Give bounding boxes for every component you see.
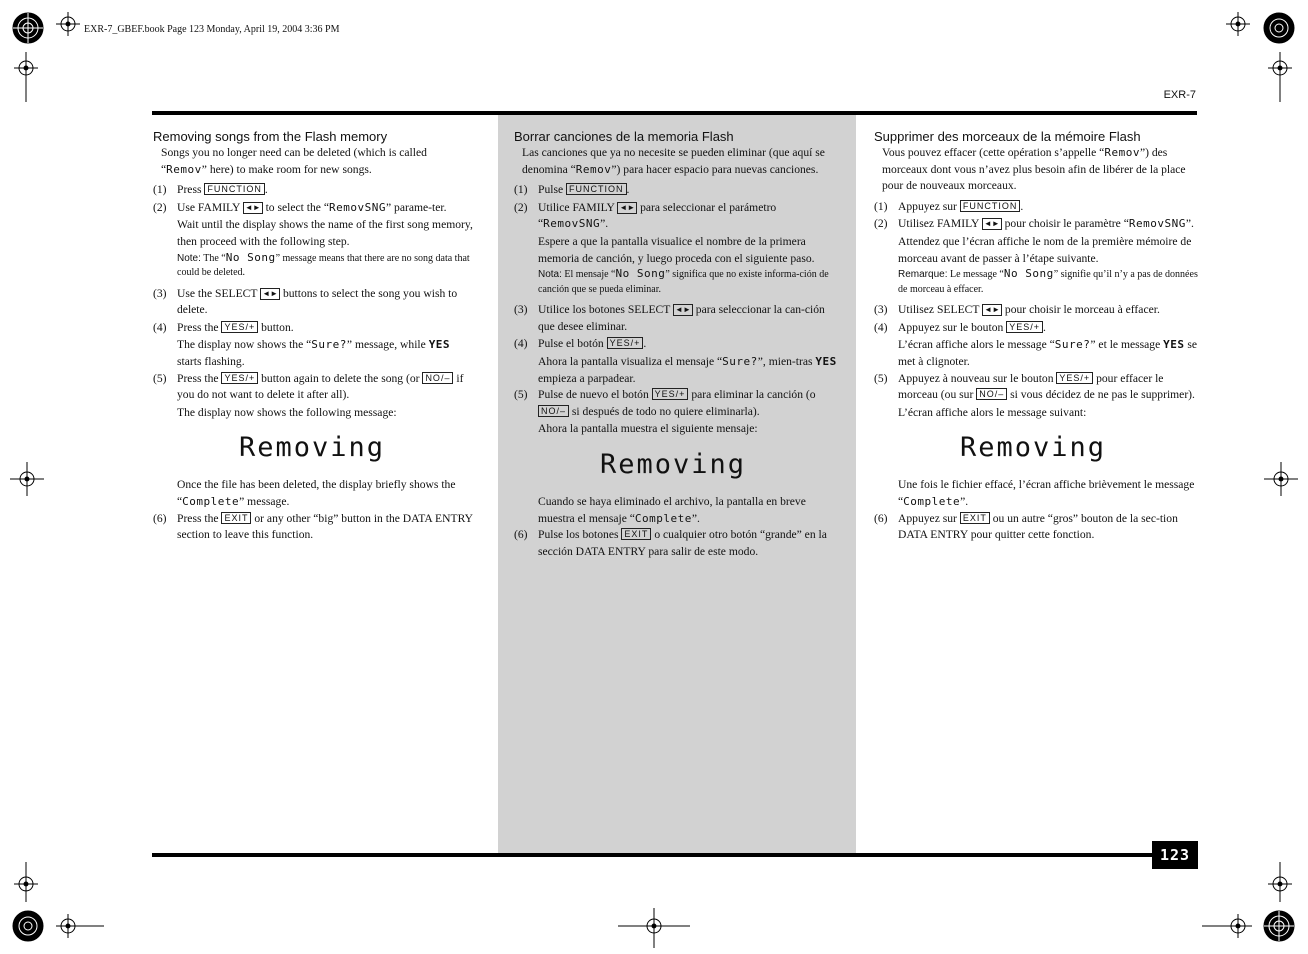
exit-button[interactable]: EXIT — [221, 512, 251, 524]
function-button[interactable]: FUNCTION — [204, 183, 265, 195]
exit-button[interactable]: EXIT — [960, 512, 990, 524]
page-number: 123 — [1152, 841, 1198, 869]
intro-paragraph: Songs you no longer need can be deleted (which is called “Remov” here) to make room for new songs. — [161, 146, 427, 176]
french-column — [874, 129, 1199, 545]
step-2-detail: Attendez que l’écran affiche le nom de la première mémoire de morceau avant de passer à l’étape suivante. — [898, 234, 1192, 265]
step-4: (4) Appuyez sur le bouton YES/+ . — [874, 320, 1046, 334]
function-button[interactable]: FUNCTION — [566, 183, 627, 195]
english-column — [153, 129, 475, 545]
step-2: (2) Utilisez FAMILY ◄► pour choisir le paramètre “RemovSNG”. — [874, 217, 1194, 231]
step-1: (1) Pulse FUNCTION . — [514, 183, 630, 197]
step-6: (6) Appuyez sur EXIT ou un autre “gros” bouton de la sec-tion DATA ENTRY pour quitter cette fonction. — [874, 511, 1178, 542]
step-5: (5) Pulse de nuevo el botón YES/+ para eliminar la canción (o NO/– si después de todo no quiere eliminarla). — [514, 388, 816, 418]
step-5-detail: The display now shows the following message: — [177, 405, 397, 419]
crosshair-mark-right-upper — [1266, 52, 1296, 102]
crosshair-mark-left-upper — [12, 52, 42, 102]
step-2: (2) Use FAMILY ◄► to select the “RemovSNG” parame-ter. — [153, 200, 447, 214]
yes-button[interactable]: YES/+ — [1006, 321, 1043, 333]
no-button[interactable]: NO/– — [538, 405, 569, 417]
family-arrows-icon[interactable]: ◄► — [983, 219, 1000, 229]
step-4-detail: Ahora la pantalla visualiza el mensaje “Sure?”, mien-tras YES empieza a parpadear. — [538, 354, 837, 385]
step-2-note: Note: The “No Song” message means that there are no song data that could be deleted. — [177, 250, 470, 279]
yes-button[interactable]: YES/+ — [652, 388, 689, 400]
step-4-detail: L’écran affiche alors le message “Sure?” et le message YES se met à clignoter. — [898, 338, 1198, 368]
registration-mark-bottom-right — [1198, 884, 1308, 954]
bottom-rule — [152, 853, 1152, 857]
function-button[interactable]: FUNCTION — [960, 200, 1021, 212]
step-6: (6) Pulse los botones EXIT o cualquier otro botón “grande” en la sección DATA ENTRY para salir de este modo. — [514, 528, 827, 558]
step-2-detail: Espere a que la pantalla visualice el nombre de la primera memoria de canción, y luego proceda con el siguiente paso. — [538, 234, 815, 265]
step-6: (6) Press the EXIT or any other “big” button in the DATA ENTRY section to leave this function. — [153, 511, 473, 542]
yes-button[interactable]: YES/+ — [221, 372, 258, 384]
step-4-detail: The display now shows the “Sure?” message, while YES starts flashing. — [177, 338, 451, 368]
step-5-detail: Ahora la pantalla muestra el siguiente mensaje: — [538, 422, 758, 436]
step-2-note: Remarque: Le message “No Song” signifie qu’il n’y a pas de données de morceau à effacer. — [898, 267, 1198, 295]
registration-mark-bottom-left — [0, 884, 110, 954]
crosshair-mark-right-middle — [1264, 462, 1298, 496]
section-heading: Borrar canciones de la memoria Flash — [514, 129, 734, 144]
lcd-display-removing: Removing — [239, 432, 386, 464]
section-heading: Removing songs from the Flash memory — [153, 129, 388, 144]
no-button[interactable]: NO/– — [422, 372, 453, 384]
crosshair-mark-bottom-center — [618, 908, 690, 948]
step-4: (4) Pulse el botón YES/+ . — [514, 337, 647, 351]
step-4: (4) Press the YES/+ button. — [153, 320, 294, 334]
step-5-after: Once the file has been deleted, the display briefly shows the “Complete” message. — [177, 478, 456, 508]
step-2: (2) Utilice FAMILY ◄► para seleccionar el parámetro “RemovSNG”. — [514, 200, 777, 231]
lcd-display-removing: Removing — [960, 432, 1107, 464]
yes-button[interactable]: YES/+ — [221, 321, 258, 333]
step-3: (3) Utilisez SELECT ◄► pour choisir le morceau à effacer. — [874, 303, 1160, 317]
yes-button[interactable]: YES/+ — [607, 337, 644, 349]
step-2-detail: Wait until the display shows the name of the first song memory, then proceed with the following step. — [177, 218, 473, 248]
select-arrows-icon[interactable]: ◄► — [675, 305, 691, 315]
exit-button[interactable]: EXIT — [621, 528, 651, 540]
crosshair-mark-left-middle — [10, 462, 44, 496]
step-3: (3) Utilice los botones SELECT ◄► para seleccionar la can-ción que desee eliminar. — [514, 303, 825, 333]
step-1: (1) Press FUNCTION . — [153, 183, 268, 197]
step-5-after: Une fois le fichier effacé, l’écran affiche brièvement le message “Complete”. — [898, 478, 1195, 508]
intro-paragraph: Las canciones que ya no necesite se pueden eliminar (que aquí se denomina “Remov”) para hacer espacio para nuevas canciones. — [522, 146, 825, 176]
step-1: (1) Appuyez sur FUNCTION . — [874, 199, 1024, 213]
section-heading: Supprimer des morceaux de la mémoire Flash — [874, 129, 1141, 144]
spanish-column — [514, 129, 840, 561]
print-slug: EXR-7_GBEF.book Page 123 Monday, April 19, 2004 3:36 PM — [84, 24, 340, 35]
step-5-detail: L’écran affiche alors le message suivant: — [898, 405, 1087, 419]
select-arrows-icon[interactable]: ◄► — [262, 288, 279, 298]
family-arrows-icon[interactable]: ◄► — [619, 202, 636, 212]
yes-button[interactable]: YES/+ — [1056, 372, 1093, 384]
step-5: (5) Appuyez à nouveau sur le bouton YES/+ pour effacer le morceau (ou sur NO/– si vous décidez de ne pas le supprimer). — [874, 371, 1195, 402]
intro-paragraph: Vous pouvez effacer (cette opération s’appelle “Remov”) des morceaux dont vous n’avez plus besoin afin de libérer de la place pour de nouveaux morceaux. — [882, 146, 1186, 193]
step-2-note: Nota: El mensaje “No Song” significa que no existe informa-ción de canción que se pueda eliminar. — [538, 267, 829, 295]
step-5: (5) Press the YES/+ button again to delete the song (or NO/– if you do not want to delete it after all). — [153, 371, 464, 402]
no-button[interactable]: NO/– — [976, 388, 1007, 400]
family-arrows-icon[interactable]: ◄► — [244, 202, 261, 212]
select-arrows-icon[interactable]: ◄► — [984, 305, 1001, 315]
model-name: EXR-7 — [1163, 89, 1196, 101]
step-3: (3) Use the SELECT ◄► buttons to select the song you wish to delete. — [153, 286, 458, 317]
lcd-display-removing: Removing — [600, 448, 747, 480]
step-5-after: Cuando se haya eliminado el archivo, la pantalla en breve muestra el mensaje “Complete”. — [538, 494, 806, 525]
